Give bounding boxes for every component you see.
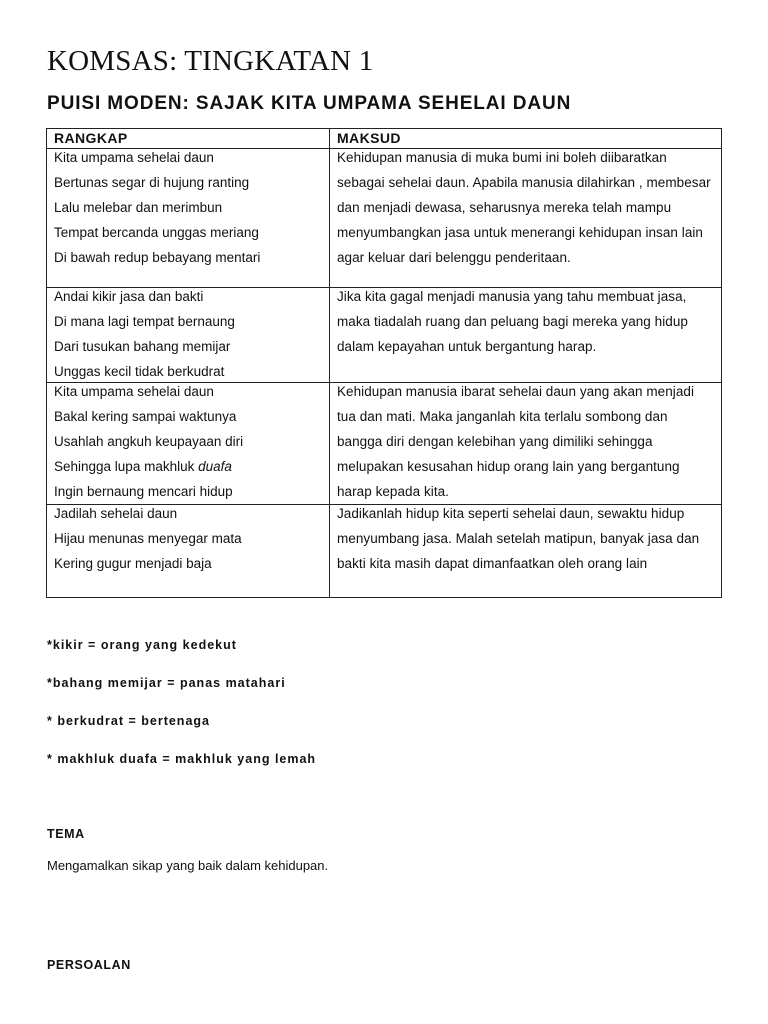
stanza-line: Bertunas segar di hujung ranting	[54, 175, 250, 190]
table-row	[47, 288, 722, 383]
tema-text: Mengamalkan sikap yang baik dalam kehidupan.	[47, 858, 329, 873]
poem-table	[46, 128, 722, 598]
glossary-note: *kikir = orang yang kedekut	[47, 638, 237, 652]
stanza-line: Kita umpama sehelai daun	[54, 384, 214, 399]
persoalan-heading: PERSOALAN	[47, 958, 131, 972]
stanza-line: Kering gugur menjadi baja	[54, 556, 212, 571]
stanza-line: Di bawah redup bebayang mentari	[54, 250, 261, 265]
stanza-line: Sehingga lupa makhluk duafa	[54, 459, 232, 474]
tema-heading: TEMA	[47, 827, 85, 841]
table-row	[47, 149, 722, 288]
stanza-line: Di mana lagi tempat bernaung	[54, 314, 235, 329]
column-header-rangkap: RANGKAP	[47, 129, 330, 149]
column-header-maksud: MAKSUD	[330, 129, 722, 149]
stanza-line: Tempat bercanda unggas meriang	[54, 225, 259, 240]
maksud-text: Jika kita gagal menjadi manusia yang tahu membuat jasa, maka tiadalah ruang dan peluang bagi mereka yang hidup dalam kepayahan untuk bergantung harap.	[337, 289, 688, 354]
table-row	[47, 505, 722, 598]
stanza-line: Dari tusukan bahang memijar	[54, 339, 231, 354]
italic-word: duafa	[198, 459, 232, 474]
stanza-line: Unggas kecil tidak berkudrat	[54, 364, 225, 379]
stanza-line: Hijau menunas menyegar mata	[54, 531, 242, 546]
glossary-note: * makhluk duafa = makhluk yang lemah	[47, 752, 317, 766]
stanza-line: Jadilah sehelai daun	[54, 506, 178, 521]
rangkap-cell	[47, 505, 330, 598]
maksud-cell	[330, 383, 722, 505]
maksud-text: Jadikanlah hidup kita seperti sehelai daun, sewaktu hidup menyumbang jasa. Malah setelah matipun, banyak jasa dan bakti kita masih dapat dimanfaatkan oleh orang lain	[337, 506, 700, 571]
table-header-row	[47, 129, 722, 149]
stanza-line: Kita umpama sehelai daun	[54, 150, 214, 165]
stanza-line: Ingin bernaung mencari hidup	[54, 484, 233, 499]
maksud-text: Kehidupan manusia di muka bumi ini boleh diibaratkan sebagai sehelai daun. Apabila manusia dilahirkan , membesar dan menjadi dewasa, seharusnya mereka telah mampu menyumbangkan jasa untuk menerangi kehidupan insan lain agar keluar dari belenggu penderitaan.	[337, 150, 711, 265]
maksud-text: Kehidupan manusia ibarat sehelai daun yang akan menjadi tua dan mati. Maka janganlah kita terlalu sombong dan bangga diri dengan kelebihan yang dimiliki sehingga melupakan kesusahan hidup orang lain yang bergantung harap kepada kita.	[337, 384, 694, 499]
table-row	[47, 383, 722, 505]
rangkap-cell	[47, 383, 330, 505]
rangkap-cell	[47, 288, 330, 383]
maksud-cell	[330, 149, 722, 288]
maksud-cell	[330, 505, 722, 598]
glossary-note: * berkudrat = bertenaga	[47, 714, 210, 728]
page-title: KOMSAS: TINGKATAN 1	[47, 45, 374, 77]
stanza-line: Usahlah angkuh keupayaan diri	[54, 434, 244, 449]
stanza-line: Andai kikir jasa dan bakti	[54, 289, 204, 304]
page-subtitle: PUISI MODEN: SAJAK KITA UMPAMA SEHELAI DAUN	[47, 93, 572, 114]
glossary-note: *bahang memijar = panas matahari	[47, 676, 286, 690]
maksud-cell	[330, 288, 722, 383]
rangkap-cell	[47, 149, 330, 288]
stanza-line: Bakal kering sampai waktunya	[54, 409, 237, 424]
stanza-line: Lalu melebar dan merimbun	[54, 200, 223, 215]
